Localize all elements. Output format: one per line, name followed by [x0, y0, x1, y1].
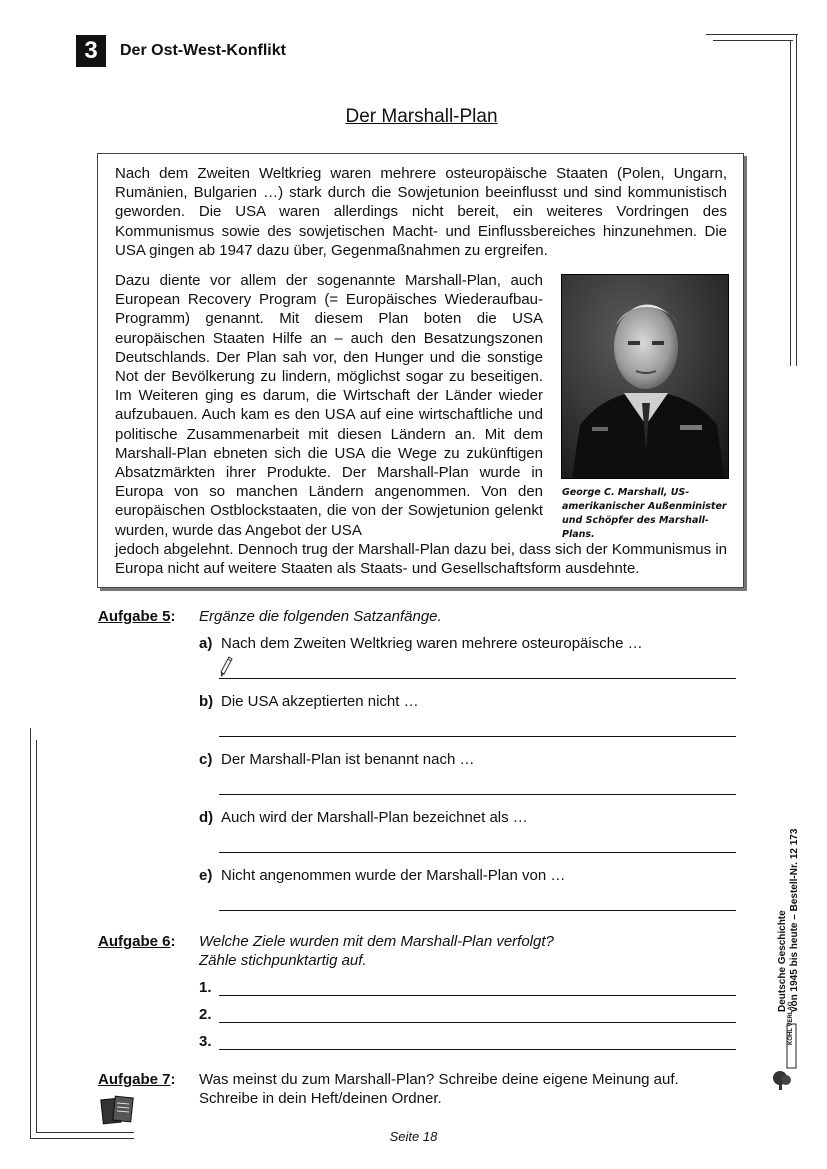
- task6-number-2: 2.: [199, 1006, 212, 1023]
- task5-item-c-text: Der Marshall-Plan ist benannt nach …: [221, 751, 475, 768]
- task7-label: Aufgabe 7: [98, 1071, 171, 1088]
- task5-item-b-text: Die USA akzeptierten nicht …: [221, 693, 419, 710]
- task5-item-e-text: Nicht angenommen wurde der Marshall-Plan von …: [221, 867, 566, 884]
- page-title: Der Marshall-Plan: [345, 106, 498, 127]
- task6-instruction-line1: Welche Ziele wurden mit dem Marshall-Plan verfolgt?: [199, 933, 554, 950]
- task6-label: Aufgabe 6: [98, 933, 171, 950]
- task6-colon: :: [170, 933, 176, 950]
- task7-instruction-line2: Schreibe in dein Heft/deinen Ordner.: [199, 1090, 442, 1107]
- task5-item-e-letter: e): [199, 867, 213, 884]
- task7-heading: [98, 1071, 176, 1089]
- frame-line: [30, 728, 31, 1139]
- frame-line: [706, 34, 798, 35]
- task7-instruction-line1: Was meinst du zum Marshall-Plan? Schreibe deine eigene Meinung auf.: [199, 1071, 679, 1088]
- task6-heading: [98, 933, 176, 951]
- answer-line-e[interactable]: [219, 910, 736, 911]
- task5-item-a-text: Nach dem Zweiten Weltkrieg waren mehrere osteuropäische …: [221, 635, 643, 652]
- task5-item-d-text: Auch wird der Marshall-Plan bezeichnet als …: [221, 809, 528, 826]
- task6-number-3: 3.: [199, 1033, 212, 1050]
- answer-line-6-1[interactable]: [219, 995, 736, 996]
- task5-colon: :: [170, 608, 176, 625]
- reading-paragraph-1: Nach dem Zweiten Weltkrieg waren mehrere osteuropäische Staaten (Polen, Ungarn, Rumänien, Bulgarien …) stark durch die Sowjetunion beeinflusst und sind kommunistisch geworden. Die USA waren allerdings nicht bereit, ein weiteres Vordringen des Kommunismus sowie des sowjetischen Macht- und Einflussbereiches hinzunehmen. Die USA gingen ab 1947 dazu über, Gegenmaßnahmen zu ergreifen.: [115, 165, 727, 259]
- task5-item-c-letter: c): [199, 751, 213, 768]
- task6-number-1: 1.: [199, 979, 212, 996]
- frame-line: [713, 40, 793, 41]
- task5-item-a-letter: a): [199, 635, 213, 652]
- reading-paragraph-2: Dazu diente vor allem der sogenannte Marshall-Plan, auch European Recovery Program (= Europäisches Wiederaufbau-Programm) genannt. Mit diesem Plan boten die USA europäischen Staaten Hilfe an – auch den Besatzungszonen Deutschlands. Der Plan sah vor, den Hunger und die sonstige Not der Bevölkerung zu lindern, möglichst sogar zu beseitigen. Im Weiteren ging es darum, die Wirtschaft der Länder wieder aufzubauen. Auch kam es den USA auf eine wirtschaftliche und politische Zusammenarbeit mit diesen Ländern an. Mit dem Marshall-Plan ebneten sich die USA die Wege zu zukünftigen Absatzmärkten ihrer Produkte. Der Marshall-Plan wurde in Europa von so manchen Ländern angenommen. Von den europäischen Ostblockstaaten, die von der Sowjetunion gelenkt wurden, wurde das Angebot der USA: [115, 272, 543, 539]
- answer-line-6-2[interactable]: [219, 1022, 736, 1023]
- chapter-title: Der Ost-West-Konflikt: [120, 42, 286, 59]
- answer-line-c[interactable]: [219, 794, 736, 795]
- sidebar-book-info: von 1945 bis heute – Bestell-Nr. 12 173: [789, 828, 800, 1012]
- answer-line-b[interactable]: [219, 736, 736, 737]
- marshall-portrait-photo: [561, 274, 729, 479]
- chapter-number-badge: 3: [76, 35, 106, 67]
- task7-colon: :: [170, 1071, 176, 1088]
- photo-caption: George C. Marshall, US-amerikanischer Außenminister und Schöpfer des Marshall-Plans.: [562, 487, 727, 540]
- task5-label: Aufgabe 5: [98, 608, 171, 625]
- page-number: Seite 18: [389, 1129, 438, 1144]
- frame-line: [36, 740, 37, 1133]
- task5-instruction: Ergänze die folgenden Satzanfänge.: [199, 608, 442, 625]
- task5-heading: [98, 608, 176, 626]
- task5-item-d-letter: d): [199, 809, 214, 826]
- answer-line-d[interactable]: [219, 852, 736, 853]
- task6-instruction-line2: Zähle stichpunktartig auf.: [199, 952, 367, 969]
- frame-line: [796, 34, 797, 366]
- reading-paragraph-2-end: jedoch abgelehnt. Dennoch trug der Marshall-Plan dazu bei, dass sich der Kommunismus in Europa nicht auf weitere Staaten als Staats- und Gesellschaftsform ausdehnte.: [115, 541, 727, 578]
- answer-line-6-3[interactable]: [219, 1049, 736, 1050]
- notebook-icon: [100, 1093, 136, 1127]
- publisher-name: KOHL VERLAG: [788, 1001, 794, 1045]
- frame-line: [790, 40, 791, 366]
- task5-item-b-letter: b): [199, 693, 214, 710]
- sidebar-book-title: Deutsche Geschichte: [777, 910, 788, 1012]
- answer-line-a[interactable]: [219, 678, 736, 679]
- pencil-icon: [219, 656, 233, 678]
